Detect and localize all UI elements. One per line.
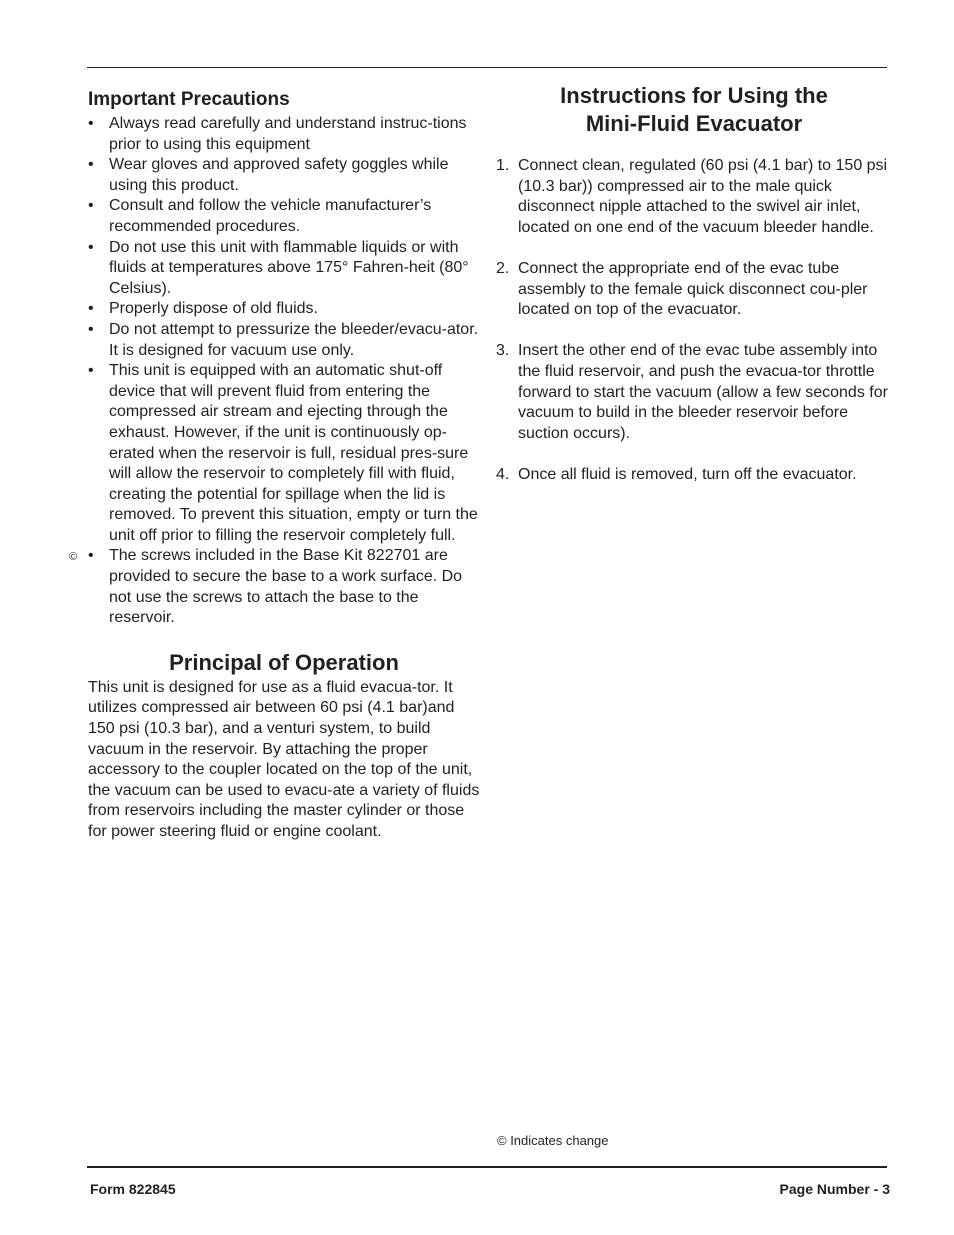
precaution-text: The screws included in the Base Kit 822701 are provided to secure the base to a work surface. Do not use the screws to attach the base to the reservoir. [109, 547, 463, 627]
precaution-item [88, 238, 480, 300]
instructions-heading [496, 82, 892, 138]
bullet-icon: • [88, 320, 94, 338]
bullet-icon: • [88, 115, 94, 132]
step-number: 3. [496, 342, 510, 360]
step-text: Connect the appropriate end of the evac tube assembly to the female quick disconnect cou-pler located on top of the evacuator. [518, 259, 868, 319]
precaution-item [88, 361, 480, 546]
precaution-text: Always read carefully and understand instruc-tions prior to using this equipment [109, 115, 467, 153]
instruction-step [496, 465, 892, 486]
operation-heading: Principal of Operation [169, 649, 399, 675]
precaution-text: Do not attempt to pressurize the bleeder/evacu-ator. It is designed for vacuum use only. [109, 320, 479, 359]
top-rule [87, 67, 887, 68]
precaution-item [88, 320, 480, 361]
precautions-list [69, 114, 480, 629]
step-text: Once all fluid is removed, turn off the evacuator. [518, 465, 857, 483]
instructions-list [496, 156, 892, 486]
right-column [496, 82, 892, 506]
bottom-rule [87, 1166, 887, 1168]
form-number: Form 822845 [90, 1181, 176, 1197]
bullet-icon: • [88, 238, 94, 256]
precaution-item [69, 546, 480, 628]
bullet-icon: • [88, 197, 94, 215]
instructions-heading-line1: Instructions for Using the [560, 83, 828, 108]
step-number: 1. [496, 157, 510, 174]
precaution-item [88, 299, 480, 320]
precaution-text: Consult and follow the vehicle manufacturer’s recommended procedures. [109, 197, 432, 235]
precaution-text: Properly dispose of old fluids. [109, 300, 318, 318]
precaution-text: This unit is equipped with an automatic shut-off device that will prevent fluid from entering the compressed air stream and ejecting through the exhaust. However, if the unit is continuously op-erated when the reservoir is full, residual pres-sure will allow the reservoir to completely fill with fluid, creating the potential for spillage when the lid is removed. To prevent this situation, empty or turn the unit off prior to filling the reservoir completely full. [109, 362, 478, 544]
bullet-icon: • [88, 156, 94, 174]
instruction-step [496, 259, 892, 321]
precaution-item [88, 196, 480, 237]
bullet-icon: • [88, 547, 94, 565]
step-text: Insert the other end of the evac tube assembly into the fluid reservoir, and push the evacua-tor throttle forward to start the vacuum (allow a few seconds for vacuum to build in the bleeder reservoir before suction occurs). [518, 342, 888, 442]
instruction-step [496, 156, 892, 238]
instructions-heading-line2: Mini-Fluid Evacuator [585, 111, 803, 136]
bullet-icon: • [88, 300, 94, 318]
page-number: Page Number - 3 [779, 1181, 890, 1197]
change-footnote: © Indicates change [497, 1133, 609, 1148]
step-text: Connect clean, regulated (60 psi (4.1 bar) to 150 psi (10.3 bar)) compressed air to the male quick disconnect nipple attached to the swivel air inlet, located on one end of the vacuum bleeder handle. [518, 157, 888, 236]
change-mark: © [69, 551, 78, 564]
precaution-item [88, 114, 480, 155]
precaution-text: Do not use this unit with flammable liquids or with fluids at temperatures above 175° Fahren-heit (80° Celsius). [109, 238, 469, 297]
operation-body: This unit is designed for use as a fluid evacua-tor. It utilizes compressed air between 60 psi (4.1 bar)and 150 psi (10.3 bar), and a venturi system, to build vacuum in the reservoir. By attaching the proper accessory to the coupler located on the top of the unit, the vacuum can be used to evacu-ate a variety of fluids from reservoirs including the master cylinder or those for power steering fluid or engine coolant. [88, 678, 480, 840]
precautions-heading: Important Precautions [88, 89, 290, 110]
instruction-step [496, 341, 892, 444]
step-number: 4. [496, 465, 510, 483]
step-number: 2. [496, 259, 510, 277]
precaution-item [88, 155, 480, 196]
precaution-text: Wear gloves and approved safety goggles while using this product. [109, 156, 449, 194]
bullet-icon: • [88, 362, 94, 380]
left-column [69, 88, 480, 843]
